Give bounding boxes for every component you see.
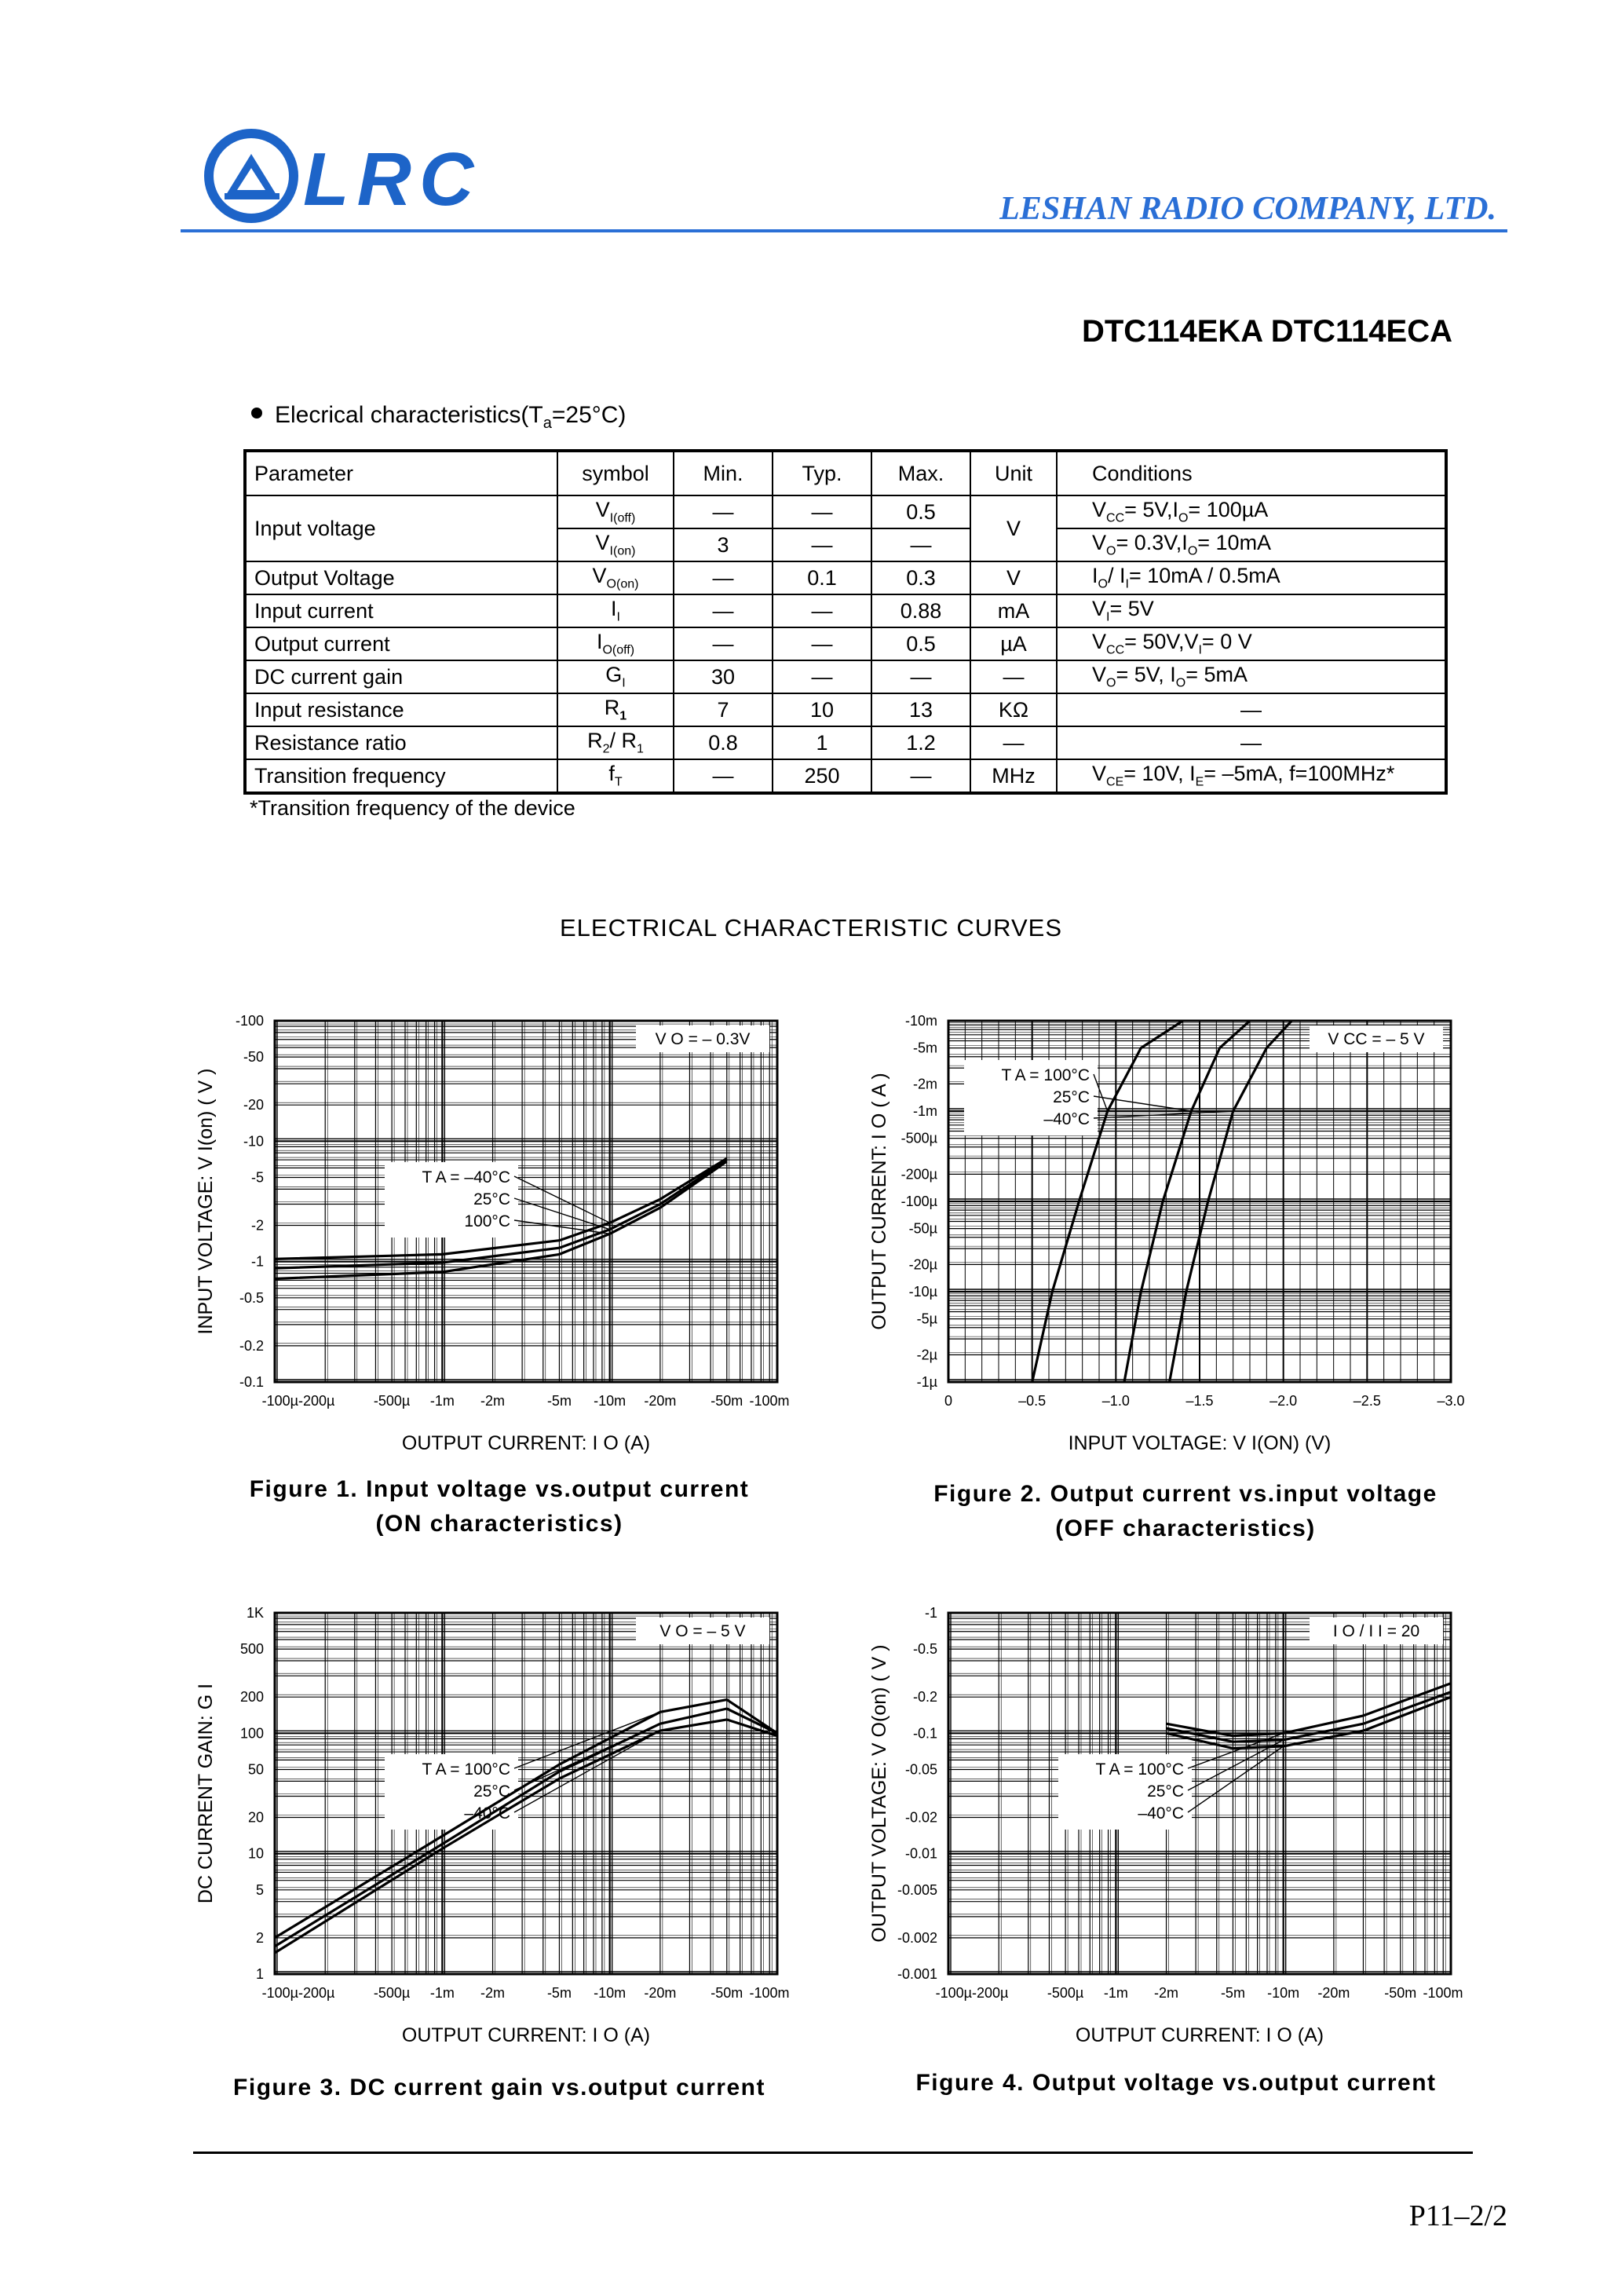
y-tick-label: 10 bbox=[247, 1845, 264, 1862]
x-tick-label: –3.0 bbox=[1437, 1393, 1465, 1409]
x-tick-label: -10m bbox=[594, 1393, 627, 1409]
condition-label: V CC = – 5 V bbox=[1328, 1030, 1425, 1048]
legend-entry: 25°C bbox=[473, 1782, 510, 1801]
series-line bbox=[275, 1700, 777, 1938]
table-header-row: Parameter symbol Min. Typ. Max. Unit Conditions bbox=[245, 451, 1446, 495]
electrical-characteristics-title: Elecrical $characteristics(T_a=25^\circ C)$ bbox=[251, 402, 626, 433]
legend-entry: T A = –40°C bbox=[422, 1168, 510, 1186]
x-tick-label: -20m bbox=[644, 1985, 677, 2001]
legend-leader-line bbox=[1188, 1746, 1284, 1812]
legend bbox=[385, 1162, 518, 1238]
x-tick-label: -20m bbox=[1317, 1985, 1350, 2001]
y-tick-label: -0.5 bbox=[912, 1641, 937, 1658]
y-tick-label: -2m bbox=[913, 1076, 937, 1092]
x-tick-label: -100µ-200µ bbox=[935, 1985, 1009, 2001]
legend-entry: –40°C bbox=[1138, 1804, 1184, 1823]
table-row: Transition frequency $f_T$ — 250 — MHz $V_{CE}= 10V$, $I_E= -5mA$, f=100MHz* bbox=[245, 759, 1446, 793]
x-tick-label: 0 bbox=[944, 1393, 953, 1409]
chart-figure-3 bbox=[181, 1597, 809, 2068]
x-tick-label: –1.5 bbox=[1185, 1393, 1214, 1409]
y-tick-label: -0.5 bbox=[239, 1289, 264, 1306]
chart-figure-1 bbox=[181, 1005, 809, 1476]
x-tick-label: -1m bbox=[429, 1985, 455, 2001]
y-tick-label: -0.002 bbox=[897, 1929, 937, 1946]
y-axis-label: OUTPUT CURRENT: I O ( A ) bbox=[868, 1073, 890, 1330]
table-row: Output current $I_{O(off)}$ — — 0.5 µA $V_{CC}= 50V,V_I= 0$ V bbox=[245, 627, 1446, 660]
company-logo bbox=[203, 122, 485, 225]
section-title: ELECTRICAL CHARACTERISTIC CURVES bbox=[559, 914, 1063, 941]
y-tick-label: 5 bbox=[255, 1881, 264, 1898]
table-row: Input voltage $V_{I(off)}$ — — 0.5 V $V_{CC}= 5V,I_O= 100\mu A$ bbox=[245, 495, 1446, 528]
x-tick-label: –2.0 bbox=[1269, 1393, 1298, 1409]
condition-label: V O = – 0.3V bbox=[655, 1030, 751, 1048]
condition-box bbox=[1310, 1026, 1443, 1052]
x-tick-label: –1.0 bbox=[1101, 1393, 1130, 1409]
y-axis-label: OUTPUT VOLTAGE: V O(on) ( V ) bbox=[868, 1644, 890, 1943]
x-axis-label: OUTPUT CURRENT: I O (A) bbox=[1075, 2024, 1324, 2046]
y-tick-label: -50µ bbox=[908, 1220, 937, 1237]
y-tick-label: -0.001 bbox=[897, 1966, 937, 1982]
chart-figure-2 bbox=[854, 1005, 1482, 1476]
y-tick-label: -5m bbox=[913, 1040, 937, 1056]
y-tick-label: -0.02 bbox=[904, 1809, 937, 1826]
y-tick-label: -1m bbox=[913, 1103, 937, 1119]
y-tick-label: -20 bbox=[243, 1097, 264, 1113]
x-tick-label: -50m bbox=[1384, 1985, 1417, 2001]
page-number: P11–2/2 bbox=[1408, 2199, 1507, 2232]
header-rule bbox=[181, 229, 1507, 232]
figure-4-caption: Figure 4. Output voltage vs.output current bbox=[915, 2070, 1437, 2096]
table-row: $V_{I(on)}$ 3 — — $V_O= 0.3V,I_O= 10mA$ bbox=[245, 528, 1446, 561]
figure-3-caption: Figure 3. DC current gain vs.output current bbox=[233, 2075, 765, 2100]
y-tick-label: -5 bbox=[250, 1169, 264, 1186]
series-line bbox=[275, 1720, 777, 1953]
x-tick-label: -10m bbox=[1267, 1985, 1300, 2001]
y-axis-label: INPUT VOLTAGE: V I(on) ( V ) bbox=[195, 1068, 217, 1335]
x-tick-label: -2m bbox=[1154, 1985, 1179, 2001]
y-tick-label: -1 bbox=[924, 1605, 937, 1621]
company-name: LESHAN RADIO COMPANY, LTD. bbox=[999, 191, 1496, 227]
y-tick-label: -100 bbox=[235, 1013, 264, 1029]
x-tick-label: -50m bbox=[711, 1393, 743, 1409]
y-tick-label: -2 bbox=[250, 1217, 264, 1234]
legend-entry: T A = 100°C bbox=[1095, 1760, 1184, 1779]
table-row: Output Voltage $V_{O(on)}$ — 0.1 0.3 V $I_O/$ $I_I= 10mA / 0.5mA$ bbox=[245, 561, 1446, 594]
x-tick-label: -500µ bbox=[1047, 1985, 1084, 2001]
x-tick-label: –2.5 bbox=[1353, 1393, 1381, 1409]
y-tick-label: -10m bbox=[904, 1013, 937, 1029]
y-tick-label: -100µ bbox=[901, 1194, 937, 1209]
x-tick-label: -5m bbox=[546, 1393, 572, 1409]
y-tick-label: 100 bbox=[239, 1725, 264, 1742]
lrc-emblem-icon bbox=[203, 127, 300, 225]
legend-entry: –40°C bbox=[464, 1804, 510, 1823]
x-tick-label: -5m bbox=[1220, 1985, 1245, 2001]
x-axis-label: INPUT VOLTAGE: V I(ON) (V) bbox=[1068, 1432, 1332, 1454]
chart-grid bbox=[948, 1613, 1451, 1974]
y-tick-label: -1µ bbox=[916, 1374, 937, 1390]
y-axis-label: DC CURRENT GAIN: G I bbox=[195, 1683, 217, 1904]
x-tick-label: -100m bbox=[749, 1393, 790, 1409]
x-tick-label: -50m bbox=[711, 1985, 743, 2001]
y-tick-label: -20µ bbox=[908, 1256, 937, 1273]
figure-2-caption: Figure 2. Output current vs.input voltage (OFF characteristics) bbox=[933, 1481, 1438, 1541]
x-axis-label: OUTPUT CURRENT: I O (A) bbox=[401, 1432, 651, 1454]
y-tick-label: -0.005 bbox=[897, 1881, 937, 1898]
y-tick-label: -50 bbox=[243, 1049, 264, 1066]
y-tick-label: -10µ bbox=[908, 1284, 937, 1300]
x-tick-label: -2m bbox=[480, 1985, 506, 2001]
legend bbox=[385, 1754, 518, 1830]
condition-label: V O = – 5 V bbox=[659, 1622, 746, 1640]
y-tick-label: 50 bbox=[247, 1761, 264, 1778]
y-tick-label: -10 bbox=[243, 1133, 264, 1150]
x-tick-label: -100µ-200µ bbox=[261, 1393, 335, 1409]
y-tick-label: -2µ bbox=[916, 1347, 937, 1363]
legend-entry: T A = 100°C bbox=[422, 1760, 510, 1779]
series-line bbox=[1167, 1697, 1451, 1748]
figure-1-caption: Figure 1. Input voltage vs.output current (ON characteristics) bbox=[249, 1476, 750, 1537]
legend bbox=[964, 1060, 1098, 1135]
y-tick-label: 500 bbox=[239, 1641, 264, 1658]
legend-entry: –40°C bbox=[1043, 1110, 1090, 1128]
y-tick-label: -0.2 bbox=[239, 1337, 264, 1354]
plot-frame bbox=[275, 1021, 777, 1382]
y-tick-label: 1 bbox=[255, 1966, 264, 1982]
bullet-icon bbox=[251, 408, 262, 419]
footer-rule bbox=[193, 2152, 1473, 2154]
footnote: *Transition frequency of the device bbox=[250, 796, 575, 820]
legend-leader-line bbox=[514, 1731, 660, 1812]
condition-label: I O / I I = 20 bbox=[1332, 1622, 1420, 1640]
x-tick-label: -2m bbox=[480, 1393, 506, 1409]
series-line bbox=[275, 1709, 777, 1947]
table-row: Resistance ratio $R_2/$ $R_1$ 0.8 1 1.2 — — bbox=[245, 726, 1446, 759]
chart-figure-4 bbox=[854, 1597, 1482, 2068]
condition-box bbox=[1310, 1618, 1443, 1644]
x-axis-label: OUTPUT CURRENT: I O (A) bbox=[401, 2024, 651, 2046]
logo-text: LRC bbox=[303, 137, 482, 221]
y-tick-label: -0.2 bbox=[912, 1689, 937, 1706]
chart-grid bbox=[275, 1021, 777, 1382]
y-tick-label: 20 bbox=[247, 1809, 264, 1826]
table-row: Input resistance $R_1$ 7 10 13 KΩ — bbox=[245, 693, 1446, 726]
x-tick-label: -500µ bbox=[373, 1985, 411, 2001]
table-row: DC current gain $G_I$ 30 — — — $V_O= 5V$, $I_O= 5mA$ bbox=[245, 660, 1446, 693]
legend-leader-line bbox=[514, 1176, 610, 1223]
x-tick-label: -100µ-200µ bbox=[261, 1985, 335, 2001]
y-tick-label: -200µ bbox=[901, 1166, 937, 1183]
table-row: Input current $I_I$ — — 0.88 mA $V_I= 5V$ bbox=[245, 594, 1446, 627]
legend bbox=[1058, 1754, 1192, 1830]
part-numbers: DTC114EKA DTC114ECA bbox=[1081, 314, 1452, 349]
y-tick-label: 2 bbox=[255, 1929, 264, 1946]
y-tick-label: -0.01 bbox=[904, 1845, 937, 1862]
series-line bbox=[1167, 1684, 1451, 1736]
plot-frame bbox=[948, 1613, 1451, 1974]
y-tick-label: -0.05 bbox=[904, 1761, 937, 1778]
legend-entry: 25°C bbox=[473, 1190, 510, 1208]
y-tick-label: 1K bbox=[246, 1605, 264, 1621]
legend-leader-line bbox=[1094, 1111, 1233, 1118]
x-tick-label: -1m bbox=[429, 1393, 455, 1409]
x-tick-label: -5m bbox=[546, 1985, 572, 2001]
legend-entry: 100°C bbox=[464, 1212, 510, 1230]
legend-entry: 25°C bbox=[1053, 1088, 1090, 1106]
y-tick-label: -5µ bbox=[916, 1311, 937, 1327]
condition-box bbox=[636, 1618, 769, 1644]
condition-box bbox=[636, 1026, 769, 1052]
x-tick-label: –0.5 bbox=[1018, 1393, 1047, 1409]
y-tick-label: 200 bbox=[239, 1689, 264, 1706]
x-tick-label: -500µ bbox=[373, 1393, 411, 1409]
y-tick-label: -0.1 bbox=[239, 1374, 264, 1390]
x-tick-label: -100m bbox=[1423, 1985, 1463, 2001]
x-tick-label: -10m bbox=[594, 1985, 627, 2001]
x-tick-label: -20m bbox=[644, 1393, 677, 1409]
y-tick-label: -500µ bbox=[901, 1130, 937, 1146]
y-tick-label: -1 bbox=[250, 1253, 264, 1270]
legend-leader-line bbox=[514, 1198, 610, 1230]
y-tick-label: -0.1 bbox=[912, 1725, 937, 1742]
x-tick-label: -1m bbox=[1103, 1985, 1128, 2001]
x-tick-label: -100m bbox=[749, 1985, 790, 2001]
legend-entry: 25°C bbox=[1147, 1782, 1184, 1801]
legend-entry: T A = 100°C bbox=[1001, 1066, 1090, 1084]
characteristics-table bbox=[243, 449, 1448, 795]
